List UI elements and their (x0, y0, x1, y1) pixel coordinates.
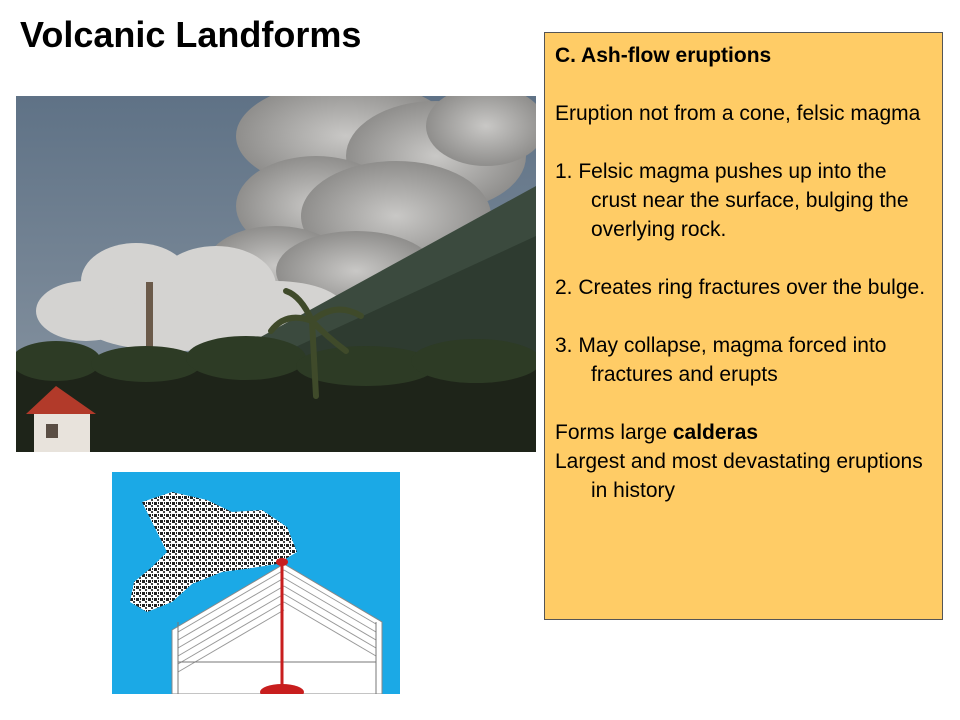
ash-flow-diagram (112, 472, 400, 694)
paragraph-calderas (555, 418, 932, 447)
calderas-term: calderas (672, 421, 759, 444)
calderas-prefix: Forms large (555, 421, 673, 444)
paragraph-step-3: 3. May collapse, magma forced into fractures and erupts (555, 334, 887, 386)
eruption-photo (16, 96, 536, 452)
paragraph-largest: Largest and most devastating eruptions in history (555, 450, 923, 502)
paragraph-step-2: 2. Creates ring fractures over the bulge. (555, 276, 926, 299)
slide-title: Volcanic Landforms (20, 14, 362, 55)
paragraph-felsic: Eruption not from a cone, felsic magma (555, 102, 921, 125)
section-heading: C. Ash-flow eruptions (555, 44, 772, 67)
ash-flow-textbox (544, 32, 943, 620)
paragraph-step-1: 1. Felsic magma pushes up into the crust near the surface, bulging the overlying rock. (555, 160, 909, 241)
